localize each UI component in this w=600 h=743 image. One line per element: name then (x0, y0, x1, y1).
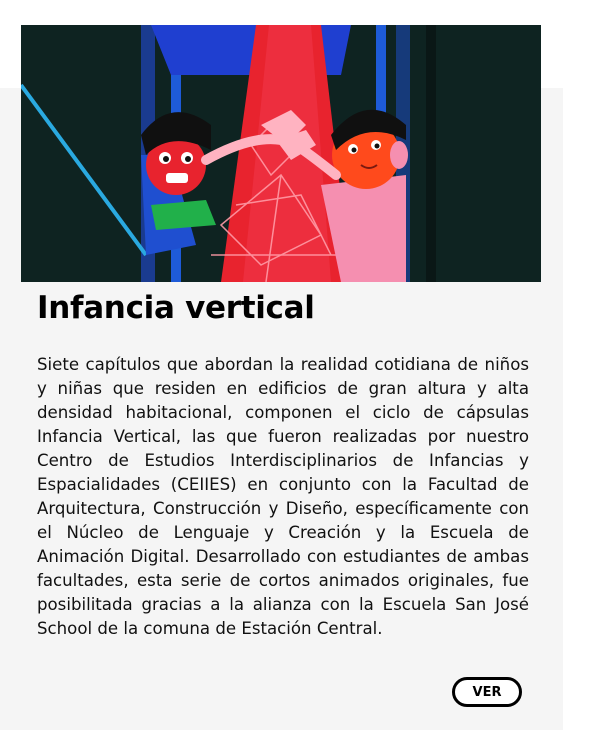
card-title: Infancia vertical (37, 290, 315, 326)
hero-illustration (21, 25, 541, 282)
card-description: Siete capítulos que abordan la realidad cotidiana de niños y niñas que residen en edificios de gran altura y alta densidad habitacional, componen el ciclo de cápsulas Infancia Vertical, las que fueron realizadas por nuestro Centro de Estudios Interdisciplinarios de Infancias y Espacialidades (CEIIES) en conjunto con la Facultad de Arquitectura, Construcción y Diseño, específicamente con el Núcleo de Lenguaje y Creación y la Escuela de Animación Digital. Desarrollado con estudiantes de ambas facultades, esta serie de cortos animados originales, fue posibilitada gracias a la alianza con la Escuela San José School de la comuna de Estación Central. (37, 355, 529, 638)
ver-button[interactable]: VER (452, 677, 522, 707)
